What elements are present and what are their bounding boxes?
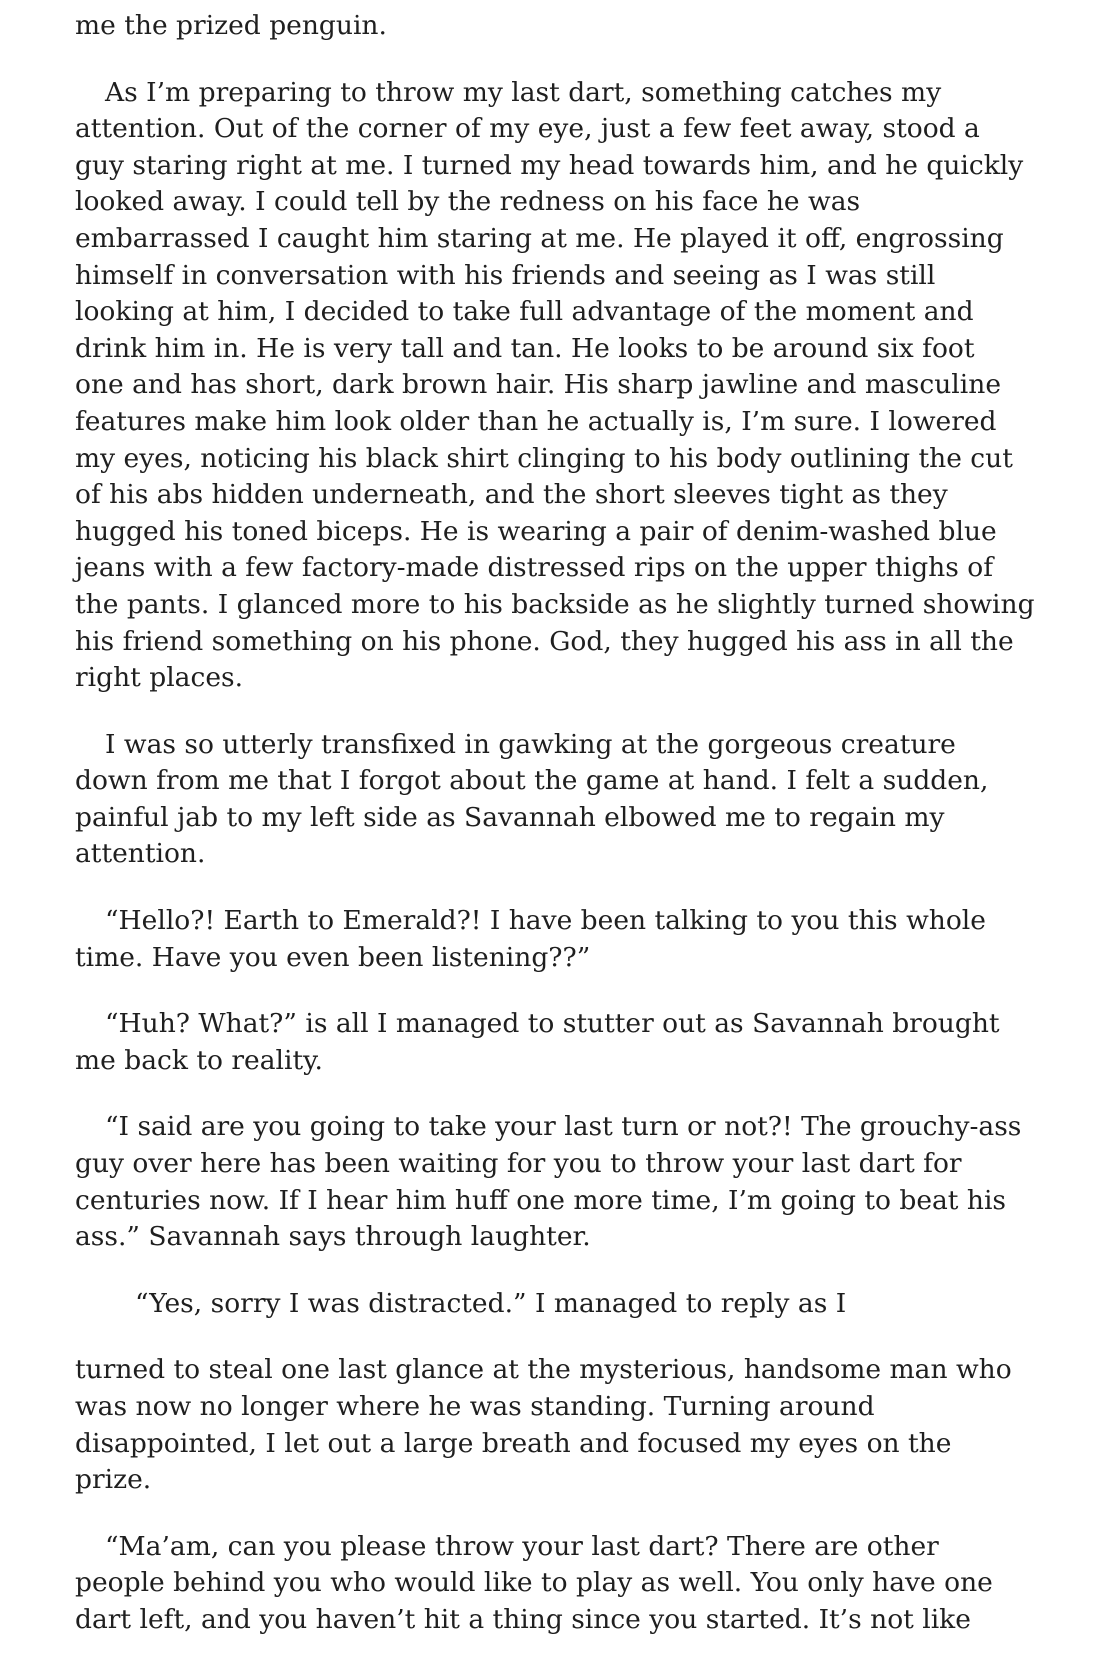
text-line: painful jab to my left side as Savannah elbowed me to regain my <box>75 801 945 833</box>
text-line: looking at him, I decided to take full advantage of the moment and <box>75 296 974 328</box>
text-line: his friend something on his phone. God, they hugged his ass in all the <box>75 625 1014 657</box>
paragraph <box>75 1529 1075 1639</box>
paragraph <box>75 75 1075 697</box>
text-line: right places. <box>75 662 244 694</box>
text-line: people behind you who would like to play as well. You only have one <box>75 1567 993 1599</box>
text-line: hugged his toned biceps. He is wearing a pair of denim-washed blue <box>75 515 997 547</box>
text-line: jeans with a few factory-made distressed rips on the upper thighs of <box>75 552 994 584</box>
text-line: was now no longer where he was standing. Turning around <box>75 1391 875 1422</box>
paragraph <box>75 1352 1075 1498</box>
text-line: I was so utterly transfixed in gawking at the gorgeous creature <box>105 728 956 760</box>
text-line: ass.” Savannah says through laughter. <box>75 1221 591 1253</box>
text-line: prize. <box>75 1464 152 1496</box>
text-line: me back to reality. <box>75 1044 323 1076</box>
text-line: down from me that I forgot about the game at hand. I felt a sudden, <box>75 765 989 797</box>
text-line: “Hello?! Earth to Emerald?! I have been talking to you this whole <box>105 905 986 937</box>
text-line: time. Have you even been listening??” <box>75 941 591 973</box>
text-line: guy over here has been waiting for you to throw your last dart for <box>75 1148 962 1180</box>
text-line: attention. <box>75 838 206 870</box>
text-line: my eyes, noticing his black shirt clinging to his body outlining the cut <box>75 442 1013 474</box>
paragraph <box>75 727 1075 873</box>
paragraph <box>75 1109 1075 1255</box>
text-line: me the prized penguin. <box>75 10 387 41</box>
text-line: “I said are you going to take your last turn or not?! The grouchy-ass <box>105 1111 1022 1143</box>
paragraph <box>75 1006 1075 1079</box>
text-line: centuries now. If I hear him huff one more time, I’m going to beat his <box>75 1184 1007 1216</box>
text-line: the pants. I glanced more to his backside as he slightly turned showing <box>75 588 1035 620</box>
text-line: “Ma’am, can you please throw your last dart? There are other <box>105 1530 939 1562</box>
text-line: turned to steal one last glance at the mysterious, handsome man who <box>75 1354 1012 1386</box>
text-line: drink him in. He is very tall and tan. He looks to be around six foot <box>75 332 975 364</box>
text-line: “Huh? What?” is all I managed to stutter out as Savannah brought <box>105 1008 1000 1040</box>
document-page <box>75 8 1075 1669</box>
paragraph <box>75 1286 1075 1323</box>
text-line: of his abs hidden underneath, and the short sleeves tight as they <box>75 479 948 511</box>
text-line: embarrassed I caught him staring at me. He played it off, engrossing <box>75 222 1004 254</box>
paragraph <box>75 903 1075 976</box>
text-line: dart left, and you haven’t hit a thing since you started. It’s not like <box>75 1603 971 1635</box>
text-line: one and has short, dark brown hair. His sharp jawline and masculine <box>75 369 1002 401</box>
text-line: attention. Out of the corner of my eye, just a few feet away, stood a <box>75 113 980 145</box>
text-line: features make him look older than he actually is, I’m sure. I lowered <box>75 405 997 437</box>
text-line: looked away. I could tell by the redness on his face he was <box>75 186 861 218</box>
text-line: “Yes, sorry I was distracted.” I managed to reply as I <box>135 1287 847 1319</box>
text-line: As I’m preparing to throw my last dart, something catches my <box>105 76 942 108</box>
paragraph <box>75 8 1075 45</box>
text-line: disappointed, I let out a large breath and focused my eyes on the <box>75 1427 952 1459</box>
text-line: himself in conversation with his friends and seeing as I was still <box>75 259 936 291</box>
text-line: guy staring right at me. I turned my head towards him, and he quickly <box>75 149 1024 181</box>
